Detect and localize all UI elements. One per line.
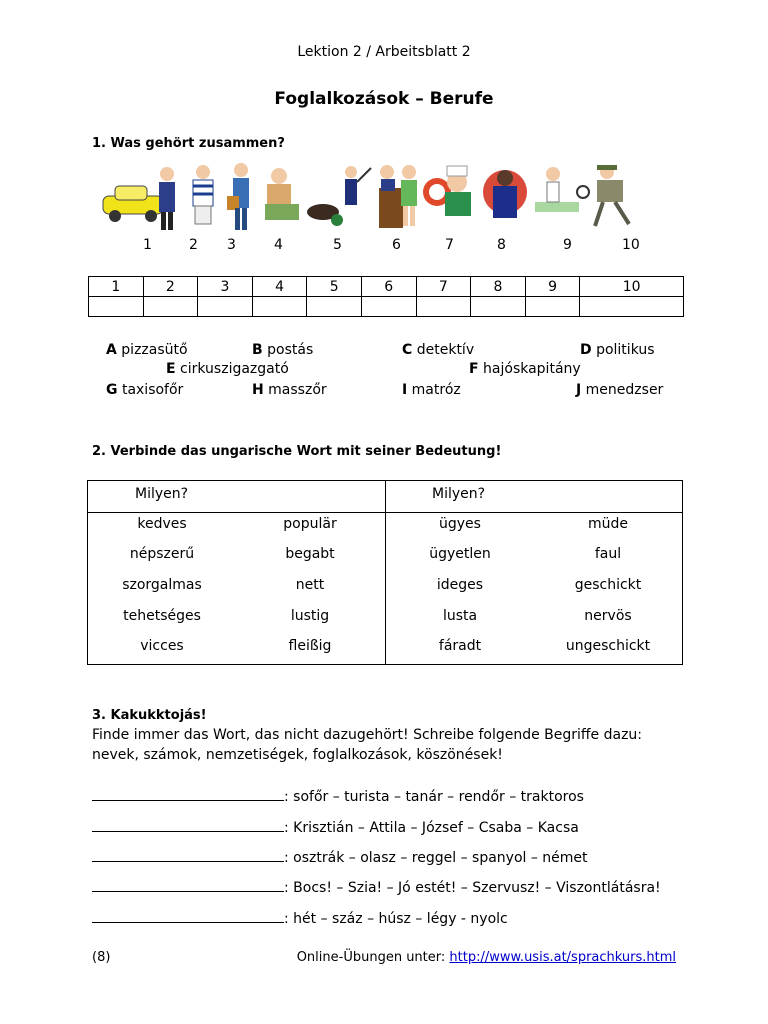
picture-number: 2: [189, 237, 198, 253]
option-item: B postás: [252, 342, 314, 358]
option-item: F hajóskapitány: [469, 361, 581, 377]
footer-online: [297, 950, 676, 965]
vocab-word: lusta: [442, 608, 478, 624]
option-item: H masszőr: [252, 382, 327, 398]
picture-number: 6: [392, 237, 401, 253]
answer-cell[interactable]: [252, 297, 307, 317]
page-title: Foglalkozások – Berufe: [274, 89, 494, 109]
worksheet-header: Lektion 2 / Arbeitsblatt 2: [297, 44, 471, 60]
vocab-word: kedves: [137, 516, 187, 532]
answer-grid-header-row: [89, 277, 684, 297]
answer-blank[interactable]: [92, 849, 284, 862]
picture-number: 4: [274, 237, 283, 253]
picture-number: 3: [227, 237, 236, 253]
occupation-options: [92, 338, 692, 402]
vocab-word: fleißig: [288, 638, 332, 654]
section3-categories: nevek, számok, nemzetiségek, foglalkozások, köszönések!: [92, 747, 503, 763]
option-item: C detektív: [402, 342, 475, 358]
occupations-illustration: [95, 152, 663, 234]
option-item: G taxisofőr: [106, 382, 184, 398]
answer-cell[interactable]: [361, 297, 416, 317]
answer-cell[interactable]: [307, 297, 362, 317]
odd-one-out-line: [92, 910, 508, 927]
picture-number: 7: [445, 237, 454, 253]
vocab-word: népszerű: [129, 546, 195, 562]
odd-one-out-line: [92, 819, 579, 836]
answer-cell[interactable]: [89, 297, 144, 317]
word-list: : Bocs! – Szia! – Jó estét! – Szervusz! – Viszontlátásra!: [284, 880, 661, 896]
answer-blank[interactable]: [92, 788, 284, 801]
vocab-word: ideges: [436, 577, 484, 593]
vocab-word: tehetséges: [123, 608, 201, 624]
answer-cell[interactable]: [143, 297, 198, 317]
answer-cell[interactable]: [416, 297, 471, 317]
section3-title: 3. Kakukktojás!: [92, 708, 207, 723]
answer-cell[interactable]: [471, 297, 526, 317]
page-number: (8): [92, 950, 111, 965]
vocab-word: geschickt: [574, 577, 642, 593]
vocab-word: ungeschickt: [565, 638, 651, 654]
answer-grid-header-cell: 1: [89, 277, 144, 297]
answer-grid-header-cell: 5: [307, 277, 362, 297]
answer-grid-header-cell: 10: [580, 277, 684, 297]
picture-number: 5: [333, 237, 342, 253]
option-item: E cirkuszigazgató: [166, 361, 289, 377]
vocab-word: faul: [594, 546, 622, 562]
odd-one-out-line: [92, 879, 661, 896]
table-divider: [88, 512, 682, 513]
online-label: Online-Übungen unter:: [296, 950, 446, 965]
vocab-word: nett: [295, 577, 325, 593]
answer-blank[interactable]: [92, 879, 284, 892]
odd-one-out-line: [92, 788, 584, 805]
picture-number: 9: [563, 237, 572, 253]
option-item: I matróz: [402, 382, 461, 398]
word-list: : osztrák – olasz – reggel – spanyol – német: [284, 850, 588, 866]
vocab-word: szorgalmas: [122, 577, 202, 593]
picture-number: 8: [497, 237, 506, 253]
picture-numbers: [0, 237, 768, 257]
section3-instruction: Finde immer das Wort, das nicht dazugehört! Schreibe folgende Begriffe dazu:: [92, 727, 643, 743]
answer-cell[interactable]: [198, 297, 253, 317]
vocabulary-table: [87, 480, 683, 665]
picture-number: 1: [143, 237, 152, 253]
word-list: : hét – száz – húsz – légy - nyolc: [284, 911, 508, 927]
answer-blank[interactable]: [92, 819, 284, 832]
table-header-left: Milyen?: [135, 486, 189, 502]
vocab-word: nervös: [584, 608, 632, 624]
option-item: D politikus: [580, 342, 655, 358]
vocab-word: fáradt: [438, 638, 482, 654]
occupations-picture-strip: [95, 152, 663, 234]
answer-grid-header-cell: 3: [198, 277, 253, 297]
answer-grid-header-cell: 9: [525, 277, 580, 297]
table-divider: [385, 481, 386, 664]
vocab-word: vicces: [140, 638, 184, 654]
section1-title: 1. Was gehört zusammen?: [92, 136, 285, 151]
vocab-word: begabt: [285, 546, 335, 562]
odd-one-out-line: [92, 849, 588, 866]
answer-grid-header-cell: 6: [361, 277, 416, 297]
answer-grid-input-row: [89, 297, 684, 317]
vocab-word: ügyes: [439, 516, 481, 532]
answer-grid-header-cell: 4: [252, 277, 307, 297]
vocab-word: lustig: [290, 608, 330, 624]
sprachkurs-link[interactable]: http://www.usis.at/sprachkurs.html: [449, 950, 676, 965]
answer-grid-header-cell: 2: [143, 277, 198, 297]
answer-grid-header-cell: 8: [471, 277, 526, 297]
table-header-right: Milyen?: [432, 486, 486, 502]
section2-title: 2. Verbinde das ungarische Wort mit seiner Bedeutung!: [92, 444, 502, 459]
option-item: A pizzasütő: [106, 342, 188, 358]
answer-grid-header-cell: 7: [416, 277, 471, 297]
vocab-word: ügyetlen: [429, 546, 491, 562]
word-list: : sofőr – turista – tanár – rendőr – traktoros: [284, 789, 584, 805]
option-item: J menedzser: [576, 382, 664, 398]
answer-cell[interactable]: [580, 297, 684, 317]
answer-grid: [88, 276, 684, 317]
word-list: : Krisztián – Attila – József – Csaba – Kacsa: [284, 820, 579, 836]
answer-cell[interactable]: [525, 297, 580, 317]
vocab-word: müde: [587, 516, 628, 532]
vocab-word: populär: [283, 516, 337, 532]
picture-number: 10: [622, 237, 640, 253]
answer-blank[interactable]: [92, 910, 284, 923]
